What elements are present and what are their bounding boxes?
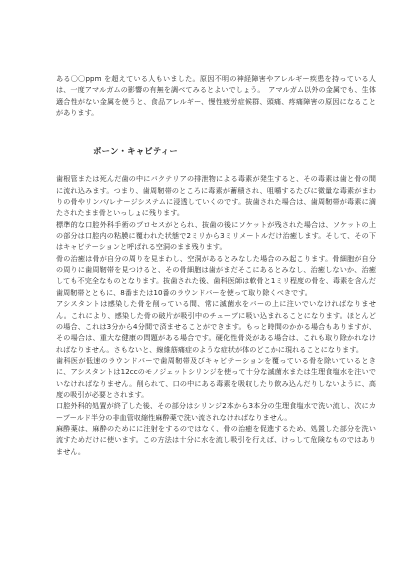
section-body: [56, 173, 376, 457]
body-paragraph-4: アシスタントは感染した骨を削っている間、常に滅菌水をバーの上に注いでいなければなりません。これにより、感染した骨の破片が吸引中のチューブに吸い込まれることになります。ほとんどの場合、これは3分から4分間で済ませることができます。もっと時間のかかる場合もありますが、その場合は、重大な健康の問題がある場合です。硬化性骨炎がある場合は、これも取り除かれなければなりません。さもないと、線維筋痛症のような症状が体のどこかに現れることになります。: [56, 299, 376, 354]
body-paragraph-1: 歯根管または死んだ歯の中にバクテリアの排泄物による毒素が発生すると、その毒素は歯と骨の間に流れ込みます。つまり、歯周靭帯のところに毒素が蓄積され、咀嚼するたびに微量な毒素がまわりの骨やリンパ/レナージシステムに浸透していくのです。抜歯された場合は、歯周靭帯が毒素に満たされたまま骨といっしょに残ります。: [56, 174, 376, 218]
body-paragraph-5: 歯科医が低速のラウンドバーで歯周靭帯及びキャビテーションを覆っている骨を除いているときに、アシスタントは12ccのモノジェットシリンジを使って十分な滅菌水または生理食塩水を注いでいなければなりません。削られて、口の中にある毒素を吸収したり飲み込んだりしないように、高度の吸引が必要とされます。: [56, 355, 376, 399]
body-paragraph-2: 標準的な口腔外科手術のプロセスがとられ、抜歯の後にソケットが残された場合は、ソケットの上の部分は口腔内の粘膜に覆われた状態で2ミリから3ミリメートルだけ治癒します。そして、その下はキャビテーションと呼ばれる空洞のまま残ります。: [56, 219, 376, 252]
body-paragraph-6: 口腔外科的処置が終了した後、その部分はシリンジ2本から3本分の生理食塩水で洗い流し、次にカーブールド半分の非血管収縮性麻酔薬で洗い流されなければなりません。: [56, 401, 376, 422]
body-paragraph-3: 骨の治癒は骨が自分の周りを見まわし、空洞があるとみなした場合のみ起こります。骨細胞が自分の周りに歯周靭帯を見つけると、その骨細胞は歯がまだそこにあるとみなし、治癒しないか、治癒しても不完全なものとなります。抜歯された後、歯科医師は軟骨と1ミリ程度の骨を、毒素を含んだ歯周靭帯とともに、8番または10番のラウンドバーを使って取り除くべきです。: [56, 253, 376, 297]
body-paragraph-7: 麻酔薬は、麻酔のためにに注射をするのではなく、骨の治癒を促進するため、処置した部分を洗い流すためだけに使います。この方法は十分に水を流し吸引を行えば、けっして危険なものではありません。: [56, 423, 376, 456]
intro-paragraph: ある〇〇ppm を超えている人もいました。原因不明の神経障害やアレルギー疾患を持っている人は、一度アマルガムの影響の有無を調べてみるとよいでしょう。 アマルガム以外の金属でも、生体適合性がない金属を使うと、食品アレルギー、慢性疲労症候群、頭痛、疼痛障害の原因になることがあります。: [56, 74, 376, 118]
section-heading: ボーン・キャビティー: [93, 146, 178, 157]
